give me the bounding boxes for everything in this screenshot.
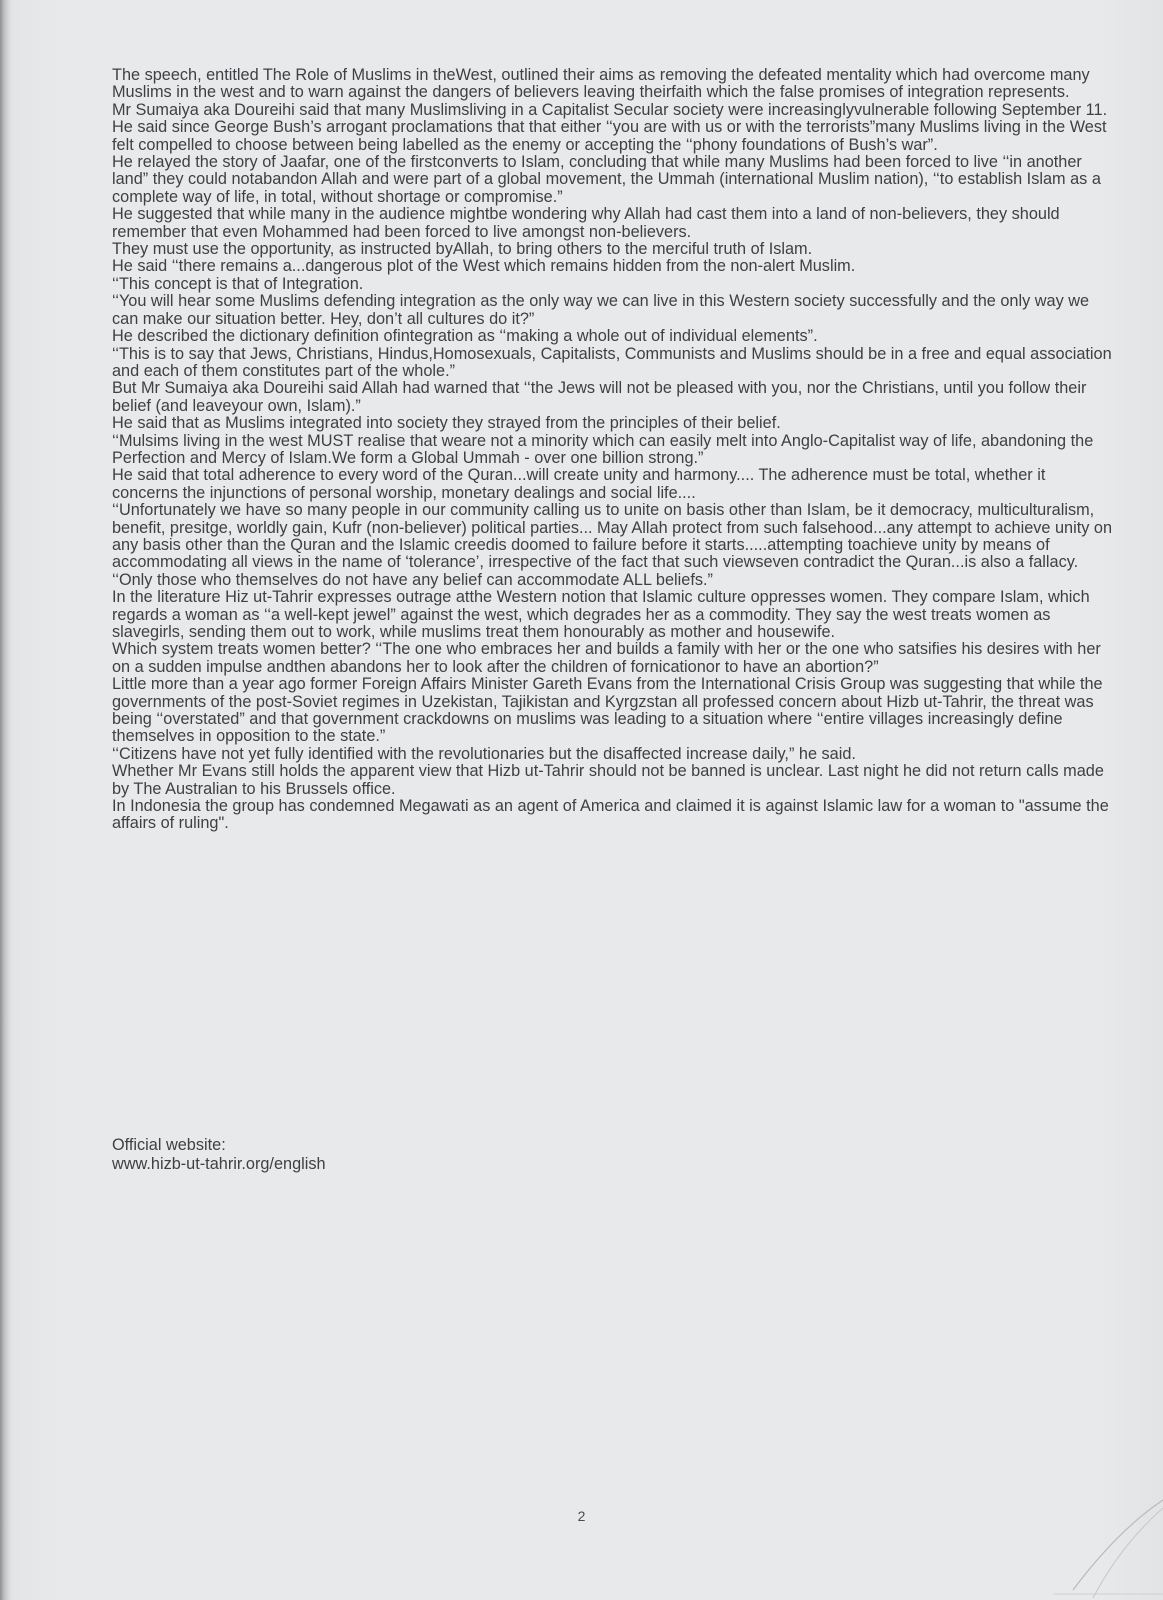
paragraph: In Indonesia the group has condemned Megawati as an agent of America and claimed it is against Islamic law for a woman to "assume the affairs of ruling". (112, 797, 1109, 833)
page-number: 2 (577, 1508, 586, 1524)
paragraph: But Mr Sumaiya aka Doureihi said Allah had warned that ‘‘the Jews will not be pleased with you, nor the Christians, until you follow their belief (and leaveyour own, Islam).” (112, 379, 1087, 415)
paragraph: He said that as Muslims integrated into society they strayed from the principles of their belief. (112, 414, 781, 433)
paragraph: Whether Mr Evans still holds the apparent view that Hizb ut-Tahrir should not be banned is unclear. Last night he did not return calls made by The Australian to his Brussels office. (112, 762, 1104, 798)
paragraph: ‘‘Only those who themselves do not have any belief can accommodate ALL beliefs.” (112, 570, 713, 589)
paragraph: They must use the opportunity, as instructed byAllah, to bring others to the merciful truth of Islam. (112, 240, 813, 259)
paragraph: Little more than a year ago former Foreign Affairs Minister Gareth Evans from the International Crisis Group was suggesting that while the governments of the post-Soviet regimes in Uzekistan, Tajikistan and Kyrgzstan all professed concern about Hizb ut-Tahrir, the threat was being ‘‘overstated” and that government crackdowns on muslims was leading to a situation where ‘‘entire villages increasingly define themselves in opposition to the state.” (112, 675, 1103, 746)
paragraph: The speech, entitled The Role of Muslims in theWest, outlined their aims as removing the defeated mentality which had overcome many Muslims in the west and to warn against the dangers of believers leaving theirfaith which the false promises of integration represents. (112, 66, 1090, 102)
paragraph: ‘‘Mulsims living in the west MUST realise that weare not a minority which can easily melt into Anglo-Capitalist way of life, abandoning the Perfection and Mercy of Islam.We form a Global Ummah - over one billion strong.” (112, 431, 1094, 467)
paragraph: He relayed the story of Jaafar, one of the firstconverts to Islam, concluding that while many Muslims had been forced to live ‘‘in another land” they could notabandon Allah and were part of a global movement, the Ummah (international Muslim nation), ‘‘to establish Islam as a complete way of life, in total, without shortage or compromise.” (112, 153, 1101, 206)
paragraph: He said ‘‘there remains a...dangerous plot of the West which remains hidden from the non-alert Muslim. (112, 257, 856, 276)
paragraph: ‘‘Unfortunately we have so many people in our community calling us to unite on basis other than Islam, be it democracy, multiculturalism, benefit, presitge, worldly gain, Kufr (non-believer) political parties... May Allah protect from such falsehood...any attempt to achieve unity on any basis other than the Quran and the Islamic creedis doomed to failure before it starts.....attempting toachieve unity by means of accommodating all views in the name of ‘tolerance’, irrespective of the fact that such viewseven contradict the Quran...is also a fallacy. (112, 501, 1113, 572)
page-curl-mark (1053, 1490, 1163, 1600)
paragraph: Mr Sumaiya aka Doureihi said that many Muslimsliving in a Capitalist Secular society were increasinglyvulnerable following September 11. (112, 100, 1108, 119)
paragraph: He suggested that while many in the audience mightbe wondering why Allah had cast them into a land of non-believers, they should remember that even Mohammed had been forced to live amongst non-believers. (112, 205, 1060, 241)
paragraph: In the literature Hiz ut-Tahrir expresses outrage atthe Western notion that Islamic culture oppresses women. They compare Islam, which regards a woman as ‘‘a well-kept jewel” against the west, which degrades her as a commodity. They say the west treats women as slavegirls, sending them out to work, while muslims treat them honourably as mother and housewife. (112, 588, 1090, 641)
paragraph: ‘‘This concept is that of Integration. (112, 274, 364, 293)
website-reference (112, 1136, 326, 1174)
paragraph: He said since George Bush’s arrogant proclamations that that either ‘‘you are with us or with the terrorists”many Muslims living in the West felt compelled to choose between being labelled as the enemy or accepting the ‘‘phony foundations of Bush’s war”. (112, 118, 1107, 154)
paragraph: ‘‘Citizens have not yet fully identified with the revolutionaries but the disaffected increase daily,” he said. (112, 744, 856, 763)
website-url: www.hizb-ut-tahrir.org/english (112, 1155, 326, 1173)
paragraph: ‘‘You will hear some Muslims defending integration as the only way we can live in this Western society successfully and the only way we can make our situation better. Hey, don’t all cultures do it?” (112, 292, 1090, 328)
paragraph: Which system treats women better? ‘‘The one who embraces her and builds a family with her or the one who satsifies his desires with her on a sudden impulse andthen abandons her to look after the children of fornicationor to have an abortion?” (112, 640, 1101, 676)
paragraph: He said that total adherence to every word of the Quran...will create unity and harmony.... The adherence must be total, whether it concerns the injunctions of personal worship, monetary dealings and social life.... (112, 466, 1046, 502)
page-edge-shadow (0, 0, 10, 1600)
paragraph: He described the dictionary definition ofintegration as ‘‘making a whole out of individual elements”. (112, 327, 818, 346)
paragraph: ‘‘This is to say that Jews, Christians, Hindus,Homosexuals, Capitalists, Communists and Muslims should be in a free and equal association and each of them constitutes part of the whole.” (112, 344, 1112, 380)
website-label: Official website: (112, 1136, 226, 1154)
article-body (112, 67, 1112, 833)
